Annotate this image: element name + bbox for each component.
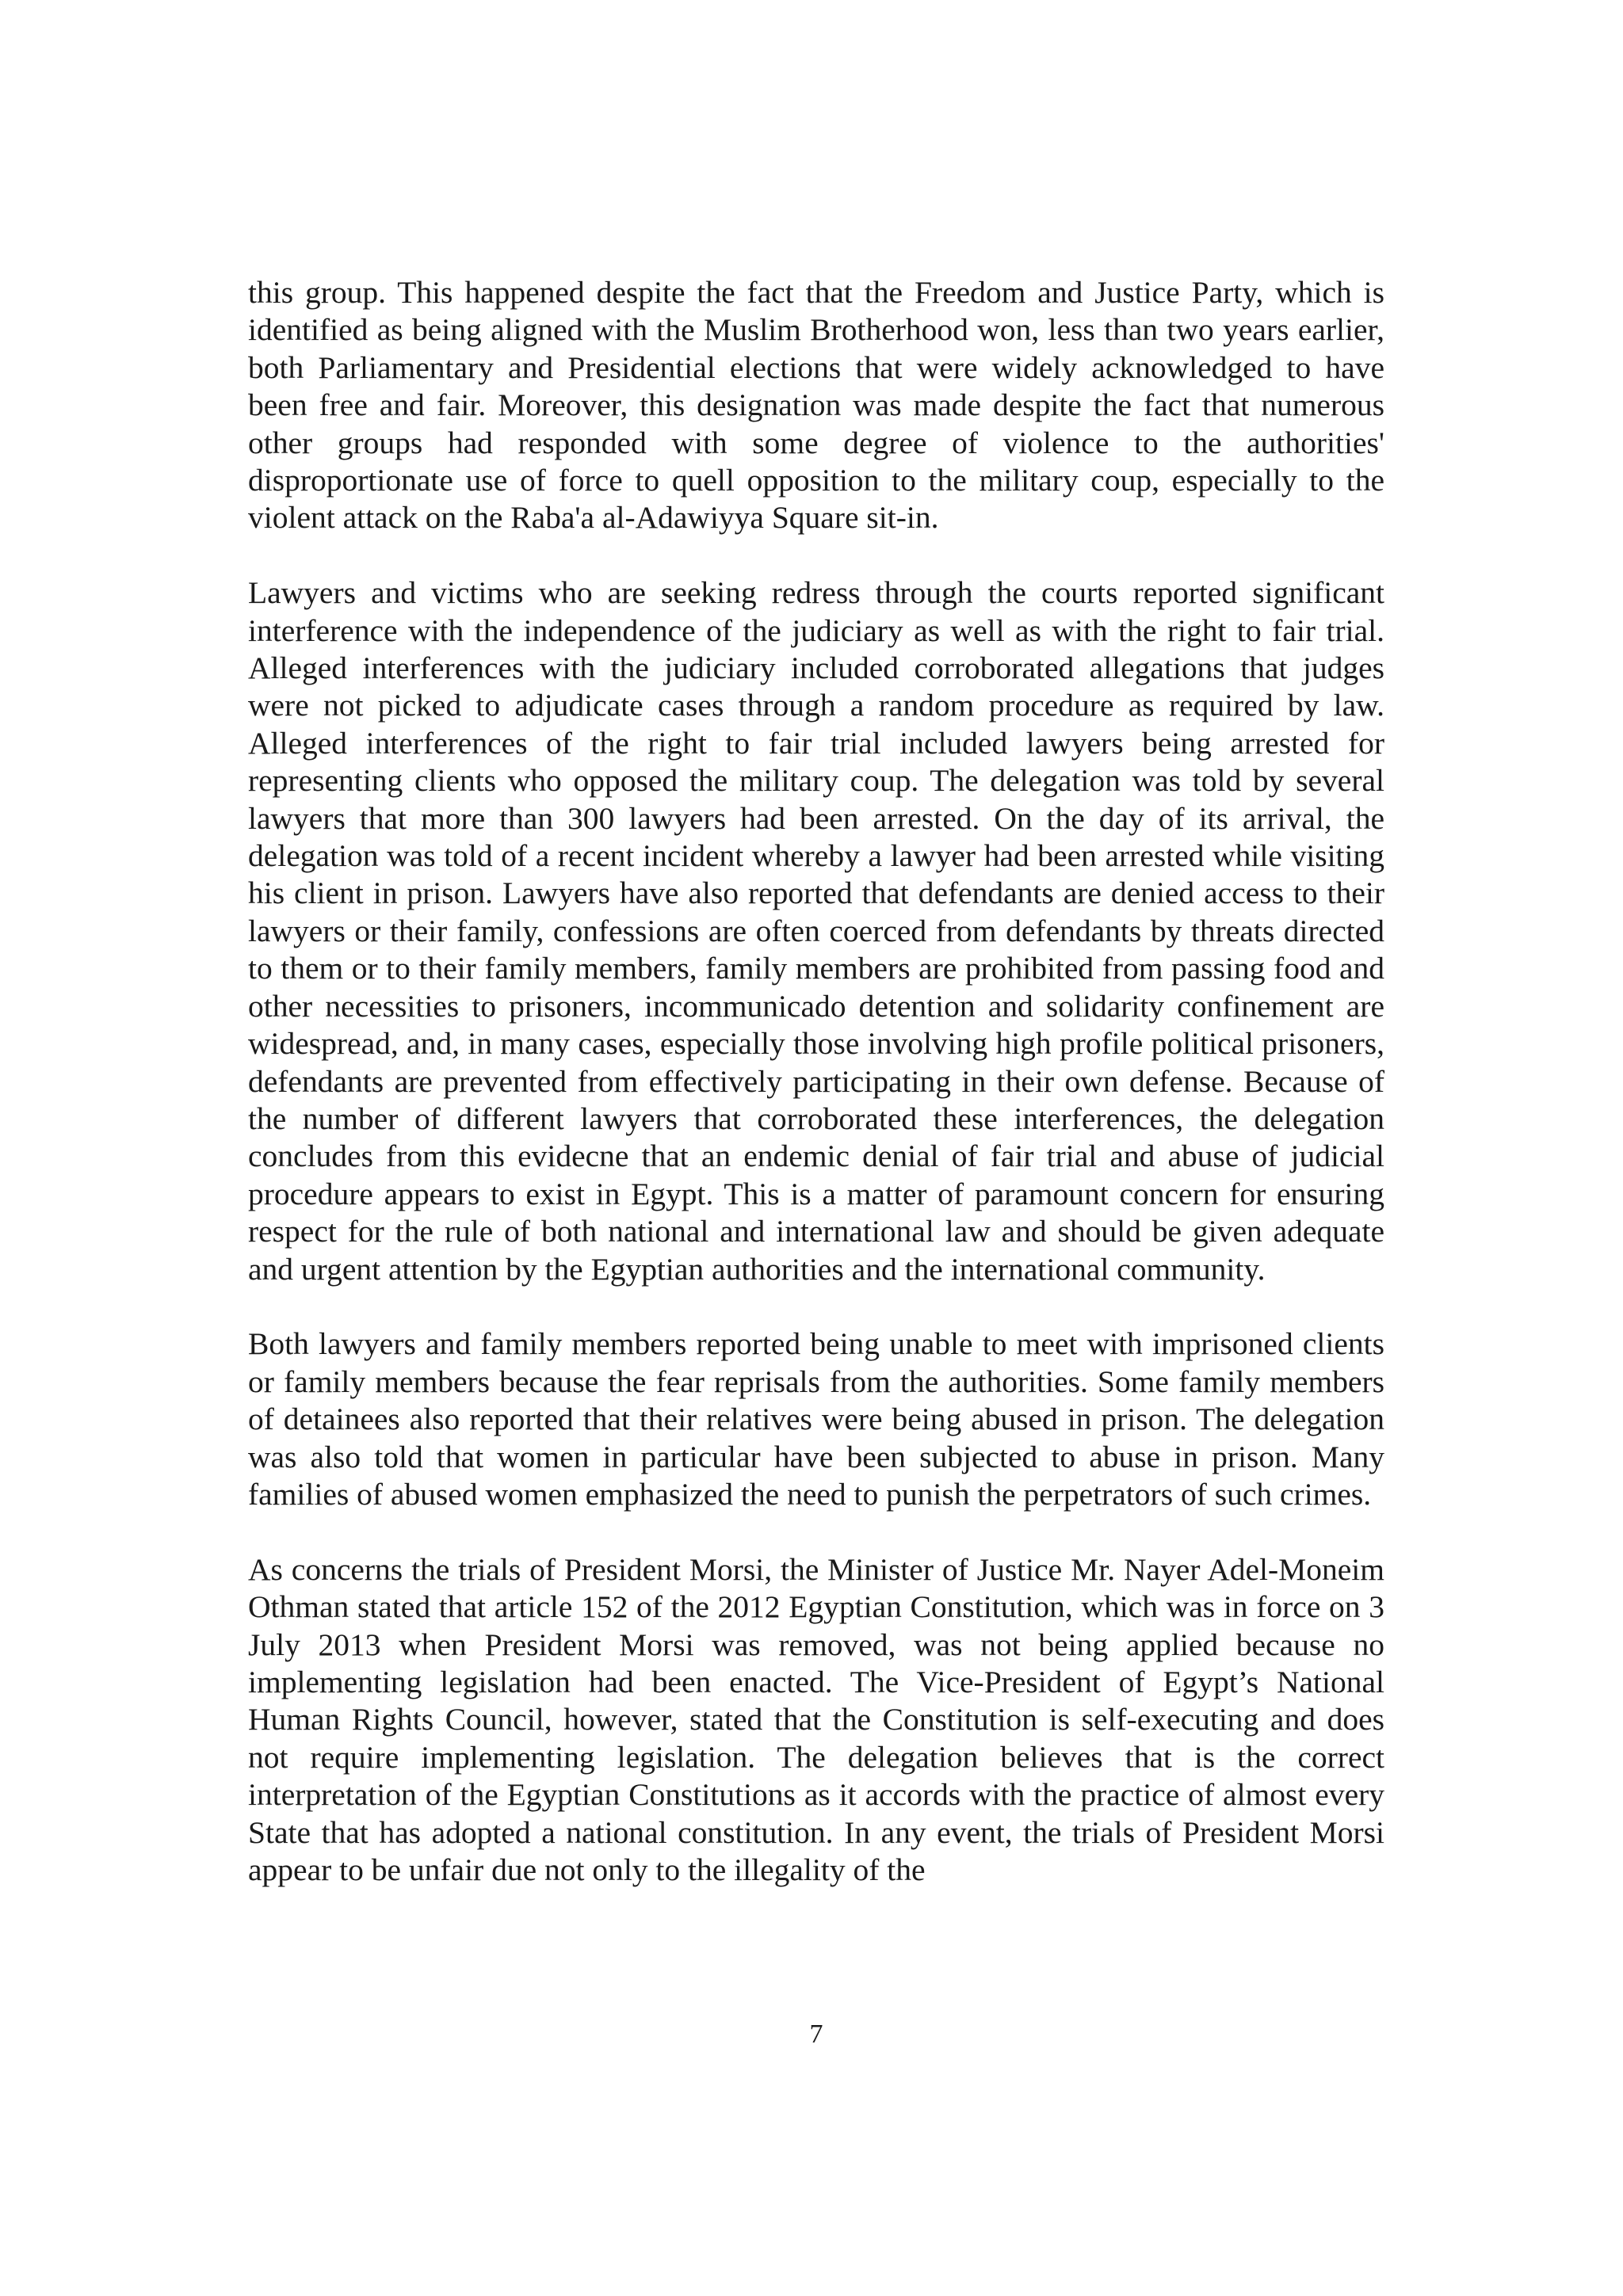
paragraph-judiciary-interference: Lawyers and victims who are seeking redress through the courts reported significant interference with the independence of the judiciary as well as with the right to fair trial. Alleged interferences with the judiciary included corroborated allegations that judges were not picked to adjudicate cases through a random procedure as required by law. Alleged interferences of the right to fair trial included lawyers being arrested for representing clients who opposed the military coup. The delegation was told by several lawyers that more than 300 lawyers had been arrested. On the day of its arrival, the delegation was told of a recent incident whereby a lawyer had been arrested while visiting his client in prison. Lawyers have also reported that defendants are denied access to their lawyers or their family, confessions are often coerced from defendants by threats directed to them or to their family members, family members are prohibited from passing food and other necessities to prisoners, incommunicado detention and solidarity confinement are widespread, and, in many cases, especially those involving high profile political prisoners, defendants are prevented from effectively participating in their own defense. Because of the number of different lawyers that corroborated these interferences, the delegation concludes from this evidecne that an endemic denial of fair trial and abuse of judicial procedure appears to exist in Egypt. This is a matter of paramount concern for ensuring respect for the rule of both national and international law and should be given adequate and urgent attention by the Egyptian authorities and the international community. [248, 575, 1384, 1287]
page-number: 7 [809, 2019, 823, 2049]
paragraph-family-members: Both lawyers and family members reported being unable to meet with imprisoned clients or family members because the fear reprisals from the authorities. Some family members of detainees also reported that their relatives were being abused in prison. The delegation was also told that women in particular have been subjected to abuse in prison. Many families of abused women emphasized the need to punish the perpetrators of such crimes. [248, 1326, 1384, 1512]
body-text [248, 274, 1384, 1927]
paragraph-designation: this group. This happened despite the fact that the Freedom and Justice Party, which is identified as being aligned with the Muslim Brotherhood won, less than two years earlier, both Parliamentary and Presidential elections that were widely acknowledged to have been free and fair. Moreover, this designation was made despite the fact that numerous other groups had responded with some degree of violence to the authorities' disproportionate use of force to quell opposition to the military coup, especially to the violent attack on the Raba'a al-Adawiyya Square sit-in. [248, 275, 1384, 536]
paragraph-morsi-trials: As concerns the trials of President Morsi, the Minister of Justice Mr. Nayer Adel-Moneim Othman stated that article 152 of the 2012 Egyptian Constitution, which was in force on 3 July 2013 when President Morsi was removed, was not being applied because no implementing legislation had been enacted. The Vice-President of Egypt’s National Human Rights Council, however, stated that the Constitution is self-executing and does not require implementing legislation. The delegation believes that is the correct interpretation of the Egyptian Constitutions as it accords with the practice of almost every State that has adopted a national constitution. In any event, the trials of President Morsi appear to be unfair due not only to the illegality of the [248, 1551, 1384, 1888]
